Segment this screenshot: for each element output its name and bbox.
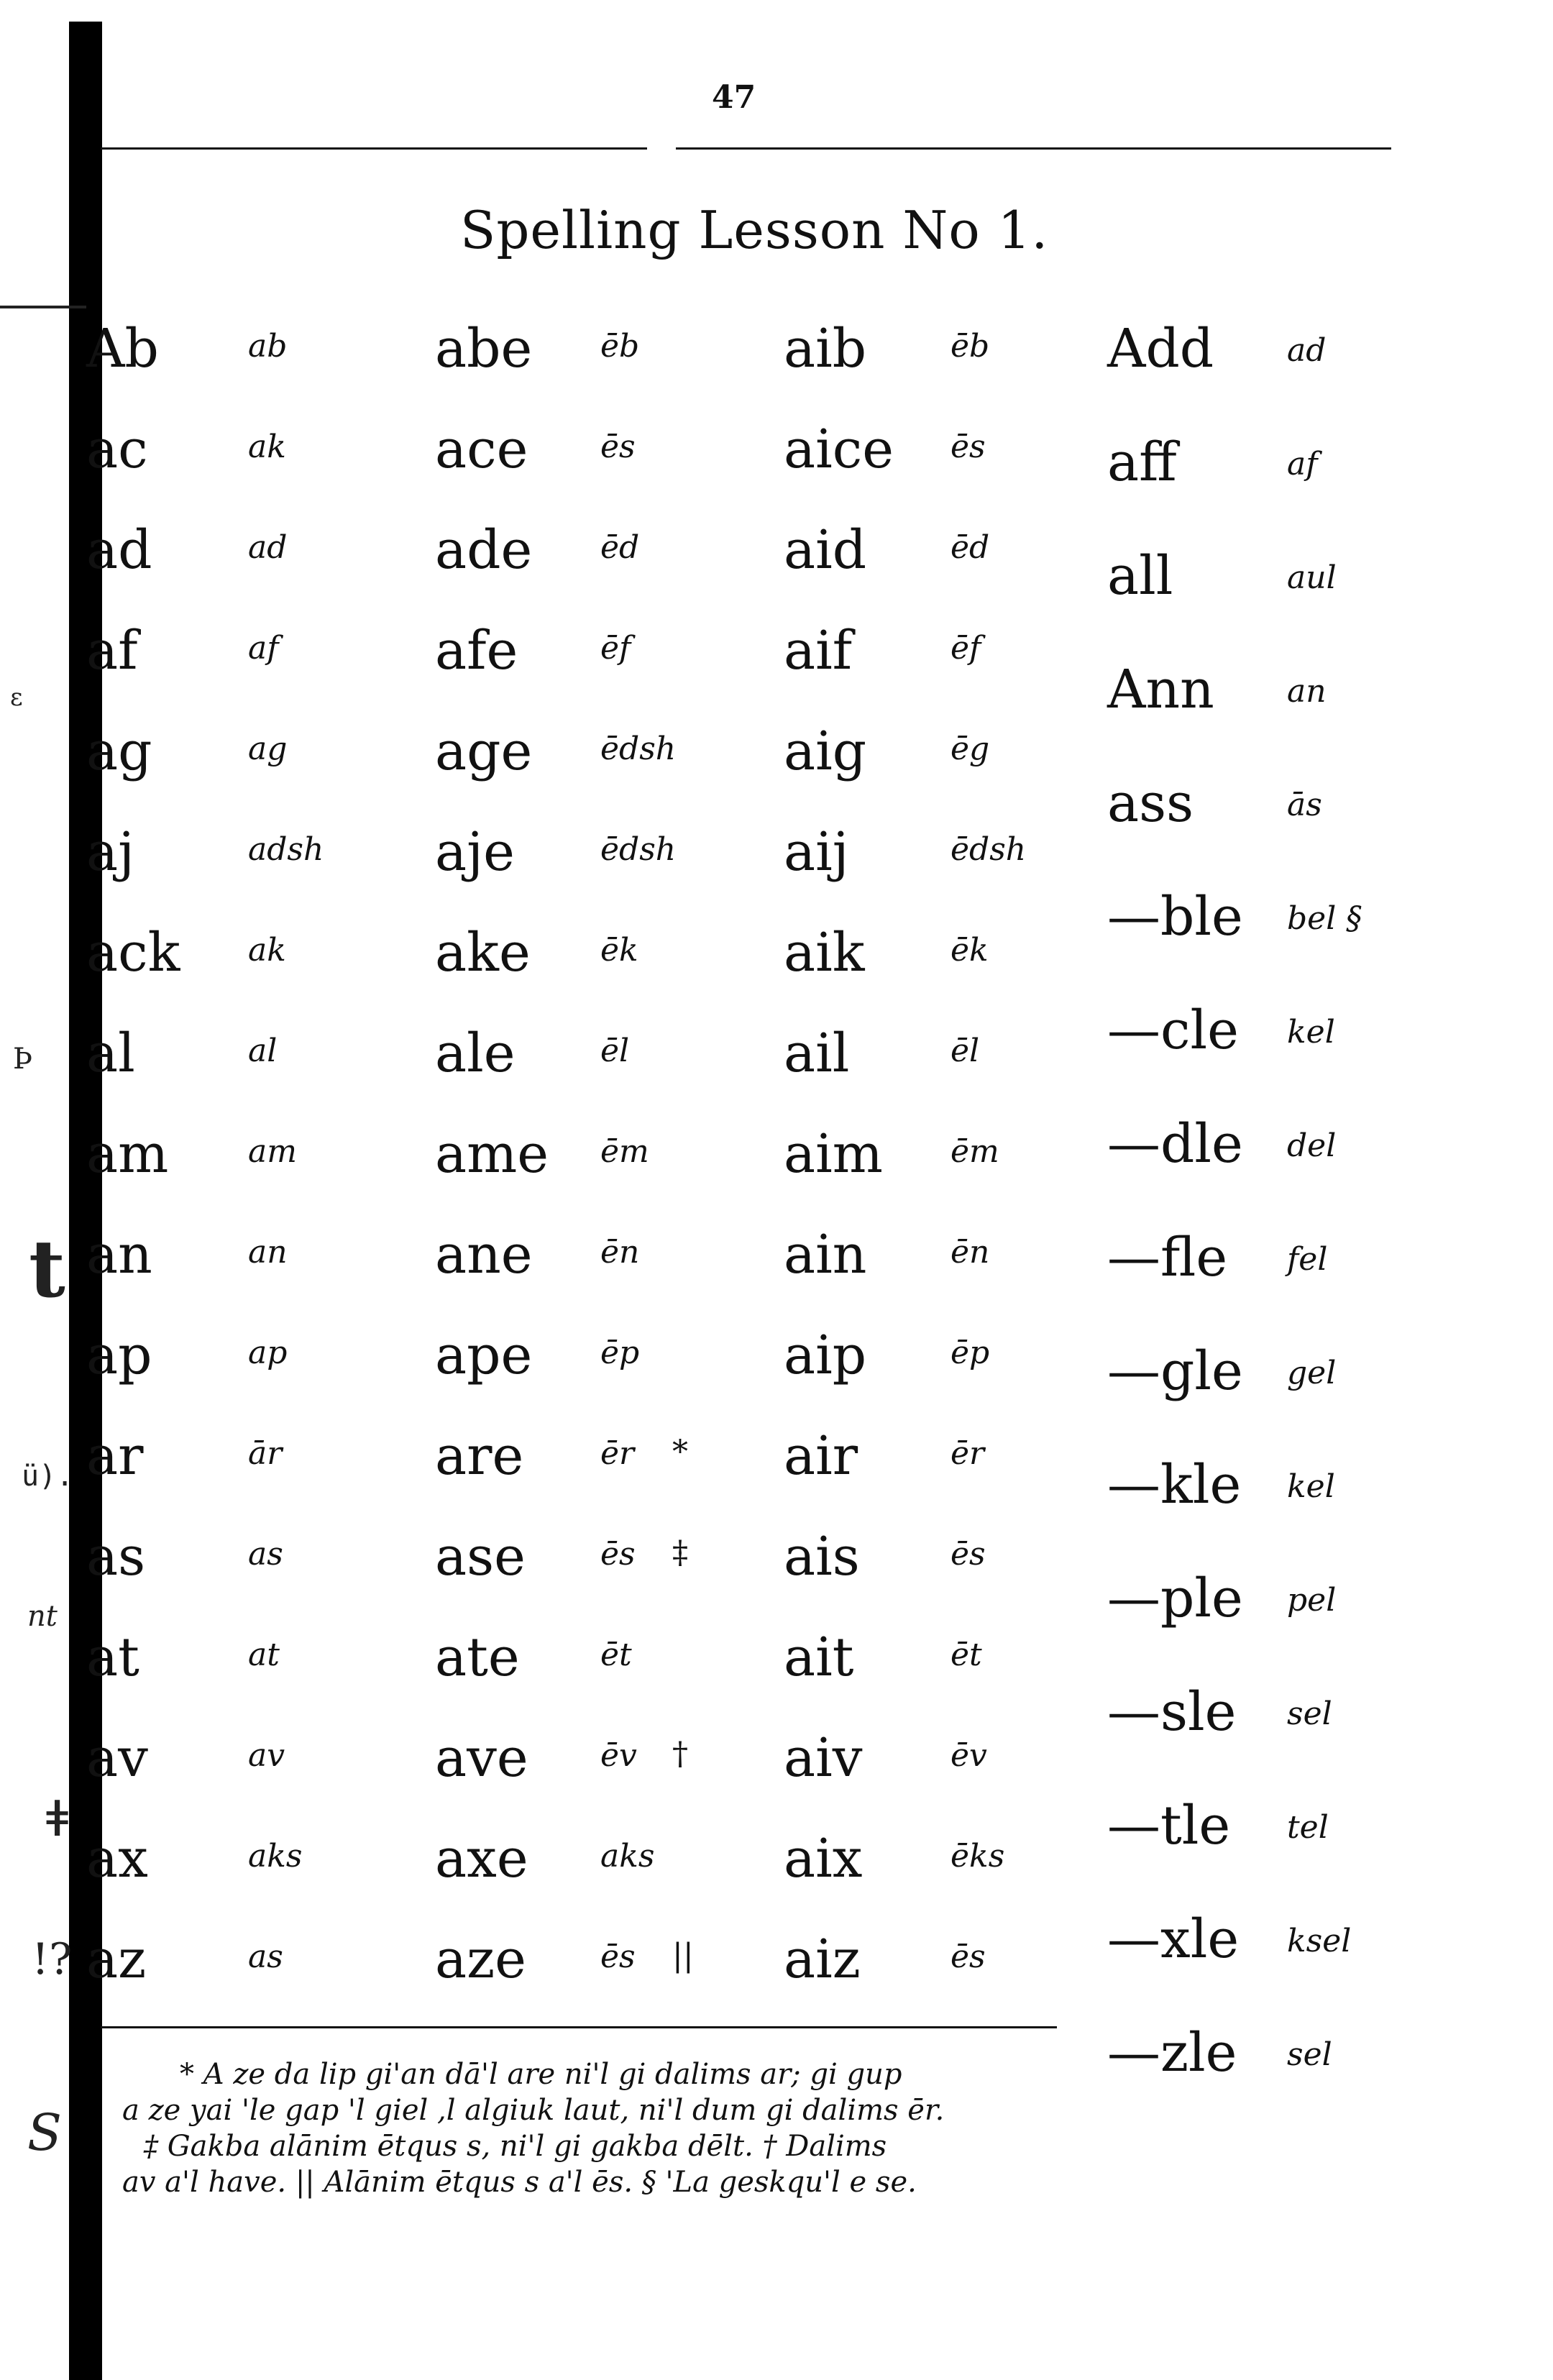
column-2-word: aze xyxy=(435,1928,526,1990)
footnote-mark: * xyxy=(672,1434,688,1470)
column-4-pronunciation: bel § xyxy=(1287,900,1362,937)
column-4-pronunciation: ad xyxy=(1287,332,1327,369)
column-2-pronunciation: ēr xyxy=(600,1435,635,1472)
column-2-word: ade xyxy=(435,519,533,581)
column-1-word: ad xyxy=(86,519,152,581)
column-3-word: aix xyxy=(784,1828,863,1890)
margin-rule xyxy=(0,306,86,308)
footnote-mark: || xyxy=(672,1937,694,1974)
footnote-line: * A ze da lip gi'an dā'l are ni'l gi dalims ar; gi gup xyxy=(180,2058,902,2091)
column-1-word: am xyxy=(86,1123,169,1185)
column-2-pronunciation: ēn xyxy=(600,1234,640,1271)
column-2-pronunciation: ēdsh xyxy=(600,831,677,868)
column-3-pronunciation: ēs xyxy=(950,1536,986,1573)
column-2-pronunciation: ēv xyxy=(600,1737,637,1774)
column-2-word: ane xyxy=(435,1224,533,1286)
column-3-pronunciation: ēn xyxy=(950,1234,990,1271)
column-4-word: —ble xyxy=(1107,886,1243,948)
column-1-pronunciation: av xyxy=(248,1737,285,1774)
column-1-pronunciation: at xyxy=(248,1637,280,1673)
footnote-mark: † xyxy=(672,1736,688,1772)
header-rule-right xyxy=(676,147,1391,150)
column-2-pronunciation: ēp xyxy=(600,1335,640,1371)
column-4-pronunciation: af xyxy=(1287,446,1318,482)
column-1-word: ack xyxy=(86,922,180,984)
margin-fragment: ε xyxy=(10,683,23,712)
column-1-word: ap xyxy=(86,1324,152,1386)
column-1-word: ag xyxy=(86,720,152,782)
column-4-pronunciation: tel xyxy=(1287,1809,1329,1846)
column-1-pronunciation: an xyxy=(248,1234,288,1271)
column-2-pronunciation: ēt xyxy=(600,1637,632,1673)
page-title: Spelling Lesson No 1. xyxy=(460,200,1049,260)
margin-fragment: ü). xyxy=(22,1460,74,1493)
margin-fragment: Þ xyxy=(13,1043,33,1076)
column-2-pronunciation: ēl xyxy=(600,1033,630,1069)
column-2-pronunciation: ēd xyxy=(600,529,640,566)
column-4-word: ass xyxy=(1107,772,1194,834)
column-3-pronunciation: ēdsh xyxy=(950,831,1027,868)
column-1-word: an xyxy=(86,1224,152,1286)
margin-fragment: t xyxy=(29,1222,65,1315)
column-2-pronunciation: ēm xyxy=(600,1133,649,1170)
column-3-word: aip xyxy=(784,1324,867,1386)
column-3-word: aid xyxy=(784,519,867,581)
column-2-word: ate xyxy=(435,1626,520,1688)
column-3-pronunciation: ēb xyxy=(950,328,990,365)
margin-fragment: nt xyxy=(27,1600,58,1633)
column-1-word: at xyxy=(86,1626,139,1688)
column-3-word: ais xyxy=(784,1526,860,1588)
column-2-word: ape xyxy=(435,1324,533,1386)
column-2-word: age xyxy=(435,720,533,782)
column-3-word: air xyxy=(784,1425,858,1487)
column-4-word: —ple xyxy=(1107,1567,1243,1629)
column-1-word: Ab xyxy=(86,318,159,380)
column-2-pronunciation: aks xyxy=(600,1838,655,1875)
column-3-pronunciation: ēl xyxy=(950,1033,980,1069)
column-2-word: are xyxy=(435,1425,524,1487)
column-3-word: ail xyxy=(784,1022,850,1084)
column-1-pronunciation: ap xyxy=(248,1335,288,1371)
column-3-word: aik xyxy=(784,922,865,984)
column-4-pronunciation: gel xyxy=(1287,1355,1337,1391)
footnote-line: av a'l have. || Alānim ētqus s a'l ēs. § 'La geskqu'l e se. xyxy=(122,2166,917,2199)
column-3-word: aim xyxy=(784,1123,883,1185)
column-3-pronunciation: ēt xyxy=(950,1637,982,1673)
column-1-pronunciation: aks xyxy=(248,1838,303,1875)
column-2-word: ame xyxy=(435,1123,549,1185)
column-4-word: —cle xyxy=(1107,999,1239,1061)
column-2-word: aje xyxy=(435,821,515,883)
column-3-word: aiz xyxy=(784,1928,861,1990)
column-2-pronunciation: ēs xyxy=(600,429,636,465)
column-3-word: aice xyxy=(784,418,894,480)
column-4-word: —gle xyxy=(1107,1340,1243,1402)
column-4-word: Ann xyxy=(1107,659,1214,720)
column-4-word: —kle xyxy=(1107,1454,1242,1516)
column-4-word: —dle xyxy=(1107,1113,1243,1175)
column-3-pronunciation: ēp xyxy=(950,1335,990,1371)
column-3-pronunciation: ēv xyxy=(950,1737,987,1774)
column-3-pronunciation: ēs xyxy=(950,429,986,465)
column-4-pronunciation: ās xyxy=(1287,787,1322,823)
column-1-pronunciation: al xyxy=(248,1033,278,1069)
column-3-word: aiv xyxy=(784,1727,863,1789)
column-1-pronunciation: am xyxy=(248,1133,297,1170)
column-4-pronunciation: ksel xyxy=(1287,1923,1352,1959)
column-3-pronunciation: ēm xyxy=(950,1133,999,1170)
column-4-word: —fle xyxy=(1107,1227,1228,1289)
margin-fragment: S xyxy=(27,2103,62,2162)
column-2-word: axe xyxy=(435,1828,528,1890)
column-1-pronunciation: ab xyxy=(248,328,288,365)
column-4-word: Add xyxy=(1107,318,1214,380)
footnote-line: a ze yai 'le gap 'l giel ,l algiuk laut, ni'l dum gi dalims ēr. xyxy=(122,2094,945,2127)
column-3-pronunciation: ēk xyxy=(950,932,989,969)
margin-fragment: ǂ xyxy=(46,1790,69,1848)
column-1-pronunciation: as xyxy=(248,1536,283,1573)
column-2-pronunciation: ēs xyxy=(600,1939,636,1975)
column-4-word: —xle xyxy=(1107,1908,1240,1970)
column-4-word: aff xyxy=(1107,431,1177,493)
column-4-word: —tle xyxy=(1107,1795,1231,1857)
column-1-word: ac xyxy=(86,418,148,480)
column-3-word: ait xyxy=(784,1626,854,1688)
column-4-pronunciation: kel xyxy=(1287,1468,1335,1505)
column-1-pronunciation: as xyxy=(248,1939,283,1975)
column-4-pronunciation: sel xyxy=(1287,2036,1332,2073)
column-1-pronunciation: af xyxy=(248,630,279,667)
column-3-word: aig xyxy=(784,720,867,782)
page-number: 47 xyxy=(712,79,756,116)
column-3-pronunciation: ēr xyxy=(950,1435,985,1472)
column-1-word: az xyxy=(86,1928,147,1990)
column-4-word: —sle xyxy=(1107,1681,1237,1743)
column-4-pronunciation: aul xyxy=(1287,559,1337,596)
column-3-word: aib xyxy=(784,318,867,380)
column-2-word: ale xyxy=(435,1022,516,1084)
footnote-rule xyxy=(101,2026,1057,2028)
column-1-word: al xyxy=(86,1022,135,1084)
column-1-pronunciation: ak xyxy=(248,932,286,969)
column-1-word: af xyxy=(86,620,138,682)
column-2-pronunciation: ēb xyxy=(600,328,640,365)
column-2-pronunciation: ēk xyxy=(600,932,638,969)
column-4-pronunciation: an xyxy=(1287,673,1327,710)
column-1-word: aj xyxy=(86,821,135,883)
column-1-pronunciation: ag xyxy=(248,731,288,767)
column-3-word: aij xyxy=(784,821,849,883)
column-2-word: ase xyxy=(435,1526,526,1588)
footnote-mark: ‡ xyxy=(672,1534,688,1571)
column-2-word: afe xyxy=(435,620,518,682)
column-3-pronunciation: ēs xyxy=(950,1939,986,1975)
column-4-word: all xyxy=(1107,545,1173,607)
column-2-word: ave xyxy=(435,1727,528,1789)
column-3-pronunciation: ēks xyxy=(950,1838,1005,1875)
column-3-pronunciation: ēd xyxy=(950,529,990,566)
column-1-pronunciation: ad xyxy=(248,529,288,566)
column-4-pronunciation: del xyxy=(1287,1127,1337,1164)
column-3-word: aif xyxy=(784,620,853,682)
header-rule-left xyxy=(101,147,647,150)
column-2-word: abe xyxy=(435,318,533,380)
column-3-pronunciation: ēg xyxy=(950,731,990,767)
column-2-pronunciation: ēs xyxy=(600,1536,636,1573)
column-4-word: —zle xyxy=(1107,2022,1237,2084)
column-2-word: ake xyxy=(435,922,531,984)
footnote-line: ‡ Gakba alānim ētqus s, ni'l gi gakba dēlt. † Dalims xyxy=(144,2130,887,2163)
column-1-word: ar xyxy=(86,1425,144,1487)
column-2-pronunciation: ēdsh xyxy=(600,731,677,767)
column-4-pronunciation: kel xyxy=(1287,1014,1335,1051)
column-1-pronunciation: adsh xyxy=(248,831,324,868)
column-1-pronunciation: ak xyxy=(248,429,286,465)
column-2-word: ace xyxy=(435,418,528,480)
margin-fragment: !? xyxy=(32,1934,73,1985)
column-4-pronunciation: fel xyxy=(1287,1241,1328,1278)
column-1-pronunciation: ār xyxy=(248,1435,283,1472)
column-4-pronunciation: sel xyxy=(1287,1695,1332,1732)
column-3-word: ain xyxy=(784,1224,867,1286)
column-2-pronunciation: ēf xyxy=(600,630,631,667)
column-1-word: as xyxy=(86,1526,146,1588)
column-1-word: ax xyxy=(86,1828,148,1890)
column-3-pronunciation: ēf xyxy=(950,630,981,667)
column-1-word: av xyxy=(86,1727,148,1789)
column-4-pronunciation: pel xyxy=(1287,1582,1337,1619)
